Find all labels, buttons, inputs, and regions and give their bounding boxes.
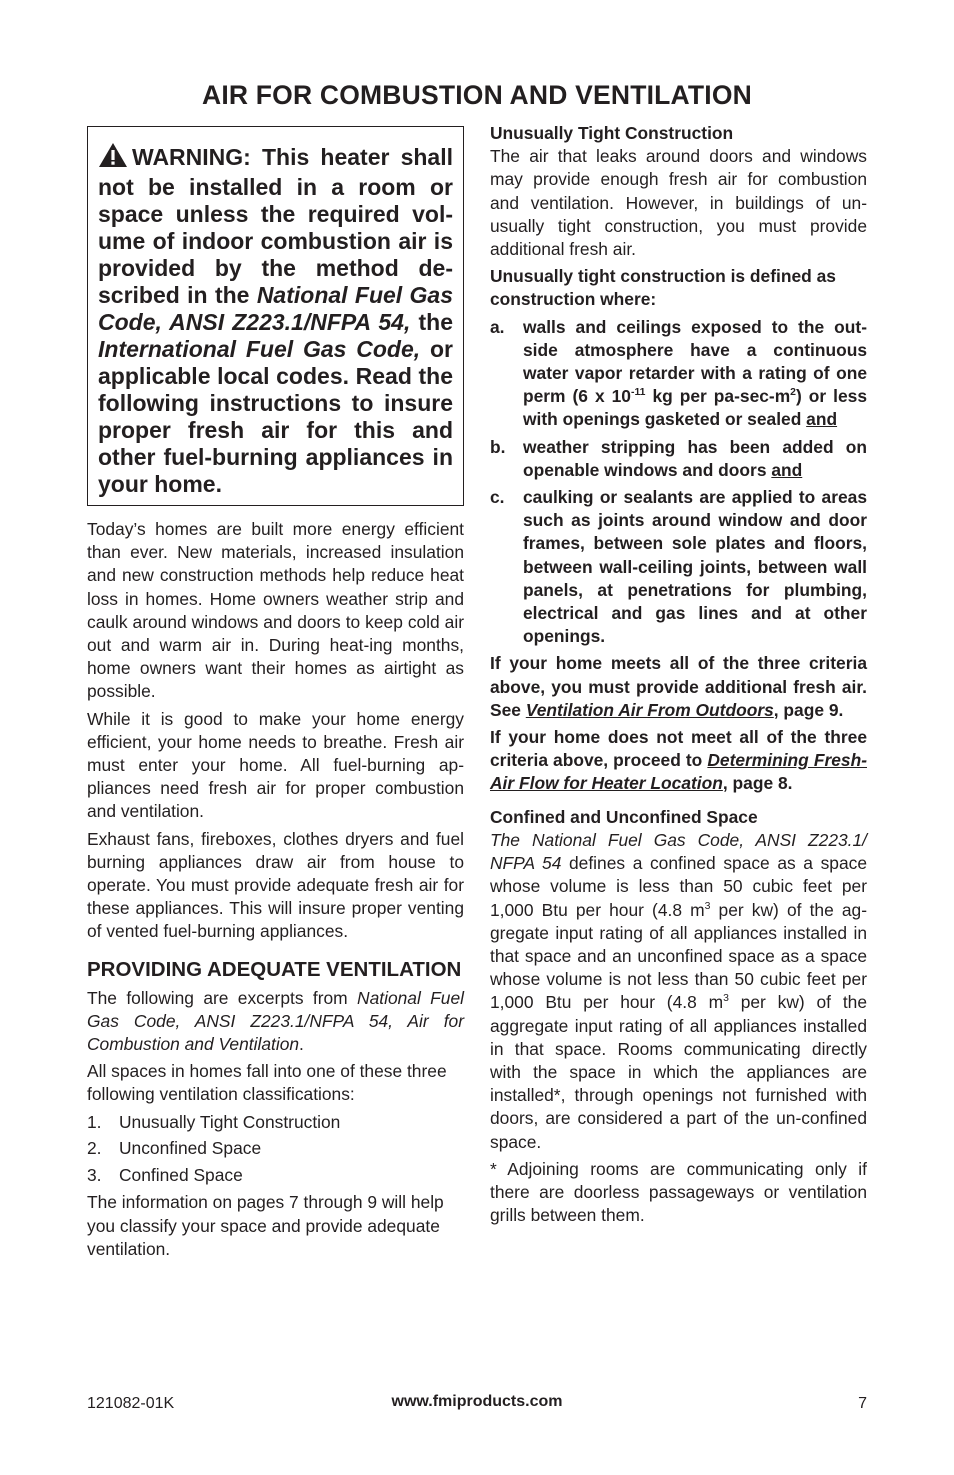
criteria-a-text-3: ) or less with openings gasketed or sealed bbox=[523, 386, 867, 430]
not-meets-lead: If your home does not meet all of the three criteria above, proceed to bbox=[490, 727, 867, 771]
list-item bbox=[490, 486, 867, 648]
classification-list bbox=[87, 1111, 464, 1188]
confined-definition-paragraph bbox=[490, 829, 867, 1154]
criteria-list bbox=[490, 316, 867, 649]
criteria-c-text: caulking or sealants are applied to areas such as joints around window and door frames, between sole plates and floors, between wall-ceiling joints, between wall panels, at penetrations for plumbing, electrical and gas lines and at other openings. bbox=[523, 487, 867, 647]
list-number: 1. bbox=[87, 1111, 102, 1132]
warning-triangle-icon bbox=[98, 142, 128, 174]
left-column bbox=[87, 126, 464, 1265]
exponent: 3 bbox=[704, 900, 711, 912]
exponent: 3 bbox=[723, 993, 729, 1005]
criteria-a-text-2: kg per pa-sec-m bbox=[645, 386, 791, 407]
list-item bbox=[87, 1164, 464, 1187]
warning-mid: the bbox=[410, 309, 453, 335]
exponent: -11 bbox=[630, 387, 646, 399]
leak-paragraph: The air that leaks around doors and windows may provide enough fresh air for combustion and ventilation. However, in buildings of un-usually tight construction, you must provide additional fresh air. bbox=[490, 146, 867, 260]
warning-code-nfgc: National Fuel Gas Code, ANSI Z223.1/NFPA 54, bbox=[98, 282, 453, 335]
code-reference: The National Fuel Gas Code, ANSI Z223.1/ NFPA 54 bbox=[490, 829, 867, 874]
list-text: Confined Space bbox=[119, 1165, 243, 1186]
and-conjunction: and bbox=[771, 459, 803, 480]
right-column bbox=[490, 122, 867, 1231]
definition-part-c: per kw) of the aggregate input rating of all appliances installed in that space. Rooms communicating directly with the space in which the appliances are installed*, through openings not furnished with doors, are considered a part of the un-confined space. bbox=[490, 992, 867, 1152]
criteria-b-text: weather stripping has been added on openable windows and doors bbox=[523, 436, 867, 480]
intro-paragraph: Today’s homes are built more energy efficient than ever. New materials, increased insulation and new construction methods help reduce heat loss in homes. Home owners weather strip and caulk around windows and doors to keep cold air out and warm air in. During heat-ing months, home owners want their homes as airtight as possible. bbox=[87, 519, 464, 702]
exhaust-paragraph: Exhaust fans, fireboxes, clothes dryers and fuel burning appliances draw air from house to operate. You must provide adequate fresh air for these appliances. This will insure proper venting of vented fuel-burning appliances. bbox=[87, 828, 464, 942]
breathe-paragraph: While it is good to make your home energy efficient, your home needs to breathe. Fresh air must enter your home. All fuel-burning ap-pliances need fresh air for proper combustion and ventilation. bbox=[87, 708, 464, 822]
not-meets-criteria-paragraph bbox=[490, 726, 867, 796]
criteria-a-text: walls and ceilings exposed to the out-side atmosphere have a continuous water vapor retarder with a rating of one perm (6 x 10 bbox=[523, 316, 867, 407]
section-heading-ventilation: PROVIDING ADEQUATE VENTILATION bbox=[87, 957, 462, 981]
list-item bbox=[490, 316, 867, 432]
doc-number: 121082-01K bbox=[87, 1395, 175, 1412]
warning-code-ifgc: International Fuel Gas Code, bbox=[98, 336, 421, 362]
defined-paragraph: Unusually tight construction is defined as construction where: bbox=[490, 266, 836, 310]
excerpts-lead: The following are excerpts from bbox=[87, 987, 358, 1008]
list-item bbox=[87, 1137, 464, 1160]
list-letter: c. bbox=[490, 487, 505, 508]
ventilation-air-link[interactable]: Ventilation Air From Outdoors bbox=[525, 699, 774, 720]
page-number: 7 bbox=[858, 1395, 867, 1412]
definition-part-a: defines a confined space as a space whose volume is less than 50 cubic feet per 1,000 Btu per hour (4.8 m bbox=[490, 853, 867, 920]
list-item bbox=[490, 436, 867, 482]
fresh-air-flow-link[interactable]: Determining Fresh-Air Flow for Heater Location bbox=[490, 750, 867, 794]
subheading-confined-space: Confined and Unconfined Space bbox=[490, 806, 758, 827]
list-text: Unusually Tight Construction bbox=[119, 1111, 341, 1132]
excerpts-paragraph bbox=[87, 987, 464, 1057]
list-number: 2. bbox=[87, 1138, 102, 1159]
adjoining-rooms-note: * Adjoining rooms are communicating only if there are doorless passageways or ventilation grills between them. bbox=[490, 1158, 867, 1226]
list-letter: a. bbox=[490, 316, 505, 337]
excerpts-tail: . bbox=[299, 1034, 304, 1055]
not-meets-tail: , page 8. bbox=[722, 773, 793, 794]
list-letter: b. bbox=[490, 436, 506, 457]
list-item bbox=[87, 1111, 464, 1134]
list-text: Unconfined Space bbox=[119, 1138, 262, 1159]
info-paragraph: The information on pages 7 through 9 will help you classify your space and provide adequate ventilation. bbox=[87, 1192, 444, 1259]
warning-lead: WARNING: This heater shall not be installed in a room or space unless the required vol-ume of indoor combustion air is provided by the method de-scribed in the bbox=[98, 144, 453, 308]
meets-tail: , page 9. bbox=[773, 699, 844, 720]
meets-lead: If your home meets all of the three criteria above, you must provide additional fresh air. See bbox=[490, 653, 867, 720]
definition-part-b: per kw) of the ag-gregate input rating of all appliances installed in that space and an unconfined space as a space whose volume is not less than 50 cubic feet per 1,000 Btu per hour (4.8 m bbox=[490, 899, 867, 1013]
warning-box bbox=[87, 126, 464, 506]
warning-tail: or applicable local codes. Read the following instructions to insure proper fresh air for this and other fuel-burning appliances in your home. bbox=[98, 336, 454, 497]
list-number: 3. bbox=[87, 1165, 102, 1186]
excerpts-source: National Fuel Gas Code, ANSI Z223.1/NFPA 54, Air for Combustion and Ventilation bbox=[87, 987, 464, 1055]
exponent: 2 bbox=[790, 387, 796, 399]
page-title: AIR FOR COMBUSTION AND VENTILATION bbox=[201, 80, 753, 110]
subheading-tight-construction: Unusually Tight Construction bbox=[490, 123, 734, 143]
and-conjunction: and bbox=[806, 409, 838, 430]
classifications-paragraph: All spaces in homes fall into one of these three following ventilation classifications: bbox=[87, 1061, 447, 1105]
website-link[interactable]: www.fmiproducts.com bbox=[391, 1393, 563, 1410]
meets-criteria-paragraph bbox=[490, 652, 867, 722]
